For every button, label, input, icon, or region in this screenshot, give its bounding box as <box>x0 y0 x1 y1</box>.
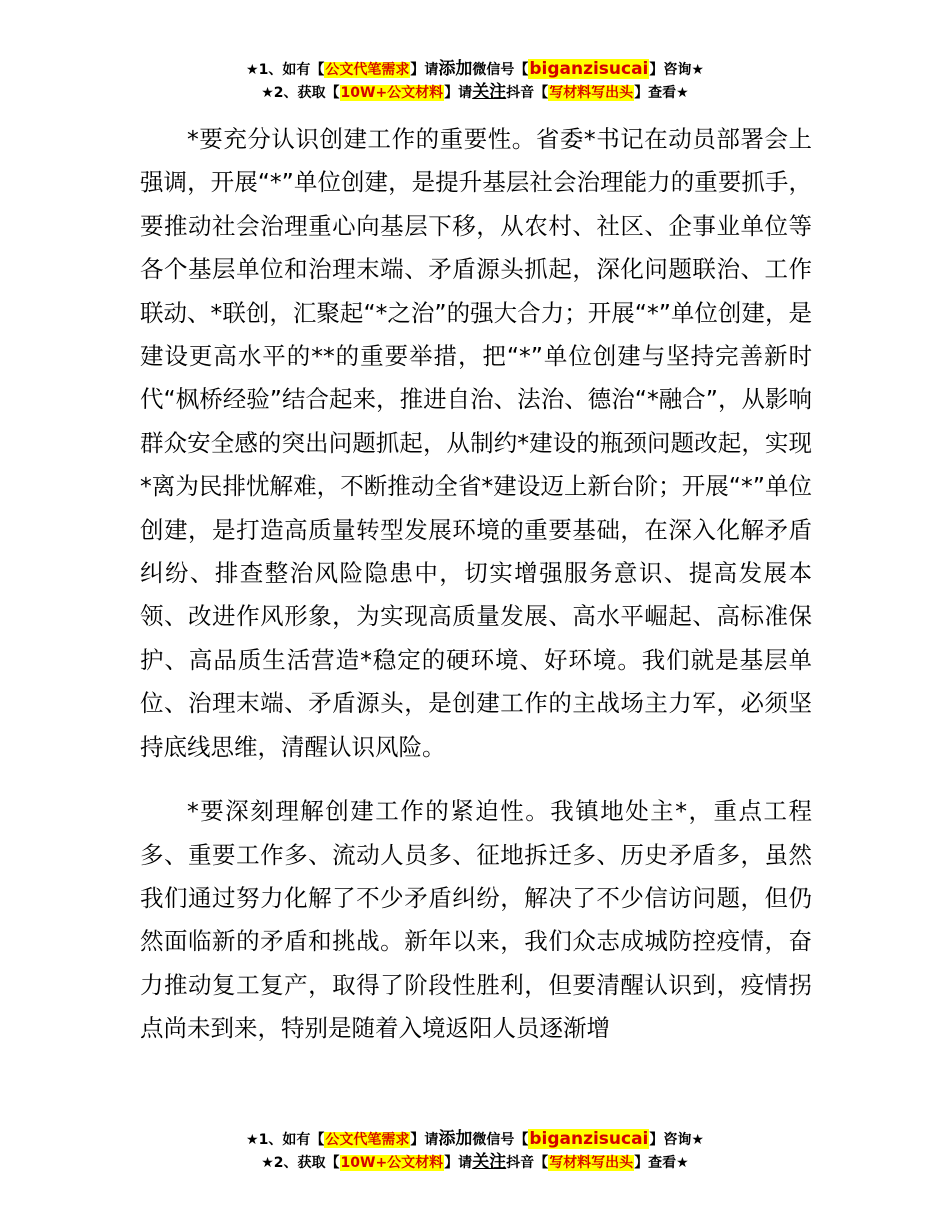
highlight-materials: 10W+公文材料 <box>340 85 444 101</box>
banner-text: 抖音【 <box>506 85 549 101</box>
highlight-materials: 10W+公文材料 <box>340 1155 444 1171</box>
banner-text: ★1、如有【 <box>246 1132 325 1148</box>
banner-line-2 <box>0 1151 950 1174</box>
banner-text: ★1、如有【 <box>246 62 325 78</box>
highlight-wechat-id: biganzisucai <box>529 59 649 79</box>
banner-text: 】咨询★ <box>649 62 704 78</box>
banner-text: 微信号【 <box>472 62 529 78</box>
banner-text: 】请 <box>444 1155 473 1171</box>
banner-text: 微信号【 <box>472 1132 529 1148</box>
highlight-service: 公文代笔需求 <box>325 1132 410 1148</box>
highlight-wechat-id: biganzisucai <box>529 1129 649 1149</box>
paragraph-importance: *要充分认识创建工作的重要性。省委*书记在动员部署会上强调，开展“*”单位创建，是提升基层社会治理能力的重要抓手，要推动社会治理重心向基层下移，从农村、社区、企事业单位等各个基层单位和治理末端、矛盾源头抓起，深化问题联治、工作联动、*联创，汇聚起“*之治”的强大合力；开展“*”单位创建，是建设更高水平的**的重要举措，把“*”单位创建与坚持完善新时代“枫桥经验”结合起来，推进自治、法治、德治“*融合”，从影响群众安全感的突出问题抓起，从制约*建设的瓶颈问题改起，实现*离为民排忧解难，不断推动全省*建设迈上新台阶；开展“*”单位创建，是打造高质量转型发展环境的重要基础，在深入化解矛盾纠纷、排查整治风险隐患中，切实增强服务意识、提高发展本领、改进作风形象，为实现高质量发展、高水平崛起、高标准保护、高品质生活营造*稳定的硬环境、好环境。我们就是基层单位、治理末端、矛盾源头，是创建工作的主战场主力军，必须坚持底线思维，清醒认识风险。 <box>140 125 812 761</box>
banner-text: 】咨询★ <box>649 1132 704 1148</box>
highlight-service: 公文代笔需求 <box>325 62 410 78</box>
header-banner <box>0 58 950 104</box>
banner-emphasis: 添加 <box>438 59 473 79</box>
banner-emphasis: 关注 <box>472 82 507 102</box>
banner-line-1 <box>0 58 950 81</box>
banner-text: 抖音【 <box>506 1155 549 1171</box>
banner-emphasis: 添加 <box>438 1129 473 1149</box>
highlight-douyin: 写材料写出头 <box>549 85 634 101</box>
banner-text: 】查看★ <box>634 85 689 101</box>
banner-emphasis: 关注 <box>472 1152 507 1172</box>
banner-text: ★2、获取【 <box>261 1155 340 1171</box>
banner-text: 】请 <box>410 62 439 78</box>
footer-banner <box>0 1128 950 1174</box>
banner-text: 】查看★ <box>634 1155 689 1171</box>
banner-line-2 <box>0 81 950 104</box>
highlight-douyin: 写材料写出头 <box>549 1155 634 1171</box>
banner-text: ★2、获取【 <box>261 85 340 101</box>
banner-text: 】请 <box>444 85 473 101</box>
document-body <box>140 118 812 1051</box>
paragraph-urgency: *要深刻理解创建工作的紧迫性。我镇地处主*，重点工程多、重要工作多、流动人员多、征地拆迁多、历史矛盾多，虽然我们通过努力化解了不少矛盾纠纷，解决了不少信访问题，但仍然面临新的矛盾和挑战。新年以来，我们众志成城防控疫情，奋力推动复工复产，取得了阶段性胜利，但要清醒认识到，疫情拐点尚未到来，特别是随着入境返阳人员逐渐增 <box>140 797 812 1043</box>
banner-line-1 <box>0 1128 950 1151</box>
banner-text: 】请 <box>410 1132 439 1148</box>
